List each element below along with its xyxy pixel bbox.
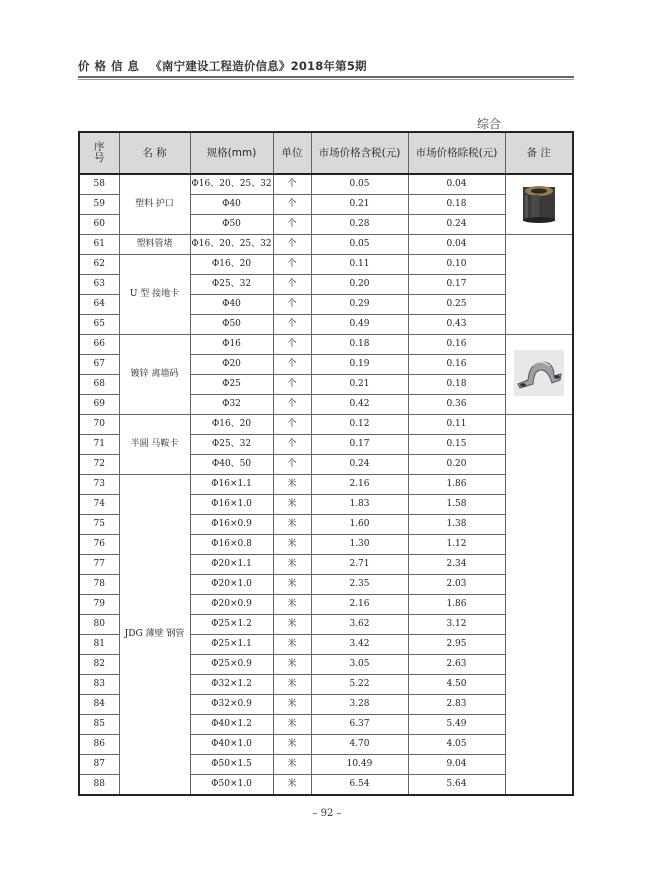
table-row (79, 255, 573, 275)
cell-spec: Φ40 (190, 195, 273, 215)
cell-seq: 86 (79, 735, 119, 755)
cell-price-incl-tax: 0.17 (311, 435, 408, 455)
cell-item-name: 塑料管堵 (119, 235, 190, 255)
cell-price-incl-tax: 0.12 (311, 415, 408, 435)
cell-price-excl-tax: 0.10 (408, 255, 505, 275)
cell-unit: 米 (273, 555, 311, 575)
cell-price-incl-tax: 3.42 (311, 635, 408, 655)
cell-price-excl-tax: 4.50 (408, 675, 505, 695)
col-header-remarks: 备 注 (505, 132, 573, 174)
cell-price-incl-tax: 0.05 (311, 174, 408, 195)
running-header (78, 58, 367, 74)
cell-seq: 80 (79, 615, 119, 635)
header-rule-thin (78, 79, 574, 80)
cell-price-excl-tax: 4.05 (408, 735, 505, 755)
col-header-seq-label: 序 号 (94, 141, 105, 164)
cell-price-excl-tax: 0.18 (408, 375, 505, 395)
cell-price-excl-tax: 1.58 (408, 495, 505, 515)
cell-price-incl-tax: 10.49 (311, 755, 408, 775)
cell-price-excl-tax: 9.04 (408, 755, 505, 775)
cell-item-name: 塑料 护口 (119, 174, 190, 235)
cell-seq: 88 (79, 775, 119, 796)
cell-item-name: 镀锌 离墙码 (119, 335, 190, 415)
cell-price-incl-tax: 0.18 (311, 335, 408, 355)
cell-spec: Φ16、20、25、32 (190, 174, 273, 195)
cell-spec: Φ25×1.1 (190, 635, 273, 655)
cell-unit: 个 (273, 255, 311, 275)
cell-seq: 79 (79, 595, 119, 615)
cell-spec: Φ20×1.1 (190, 555, 273, 575)
cell-price-excl-tax: 2.34 (408, 555, 505, 575)
cell-unit: 米 (273, 715, 311, 735)
cell-seq: 60 (79, 215, 119, 235)
cell-price-excl-tax: 0.20 (408, 455, 505, 475)
cell-price-incl-tax: 3.28 (311, 695, 408, 715)
table-row (79, 475, 573, 495)
cell-unit: 米 (273, 595, 311, 615)
cell-spec: Φ32×1.2 (190, 675, 273, 695)
cell-spec: Φ40 (190, 295, 273, 315)
cell-seq: 76 (79, 535, 119, 555)
cell-price-incl-tax: 3.05 (311, 655, 408, 675)
table-row (79, 174, 573, 195)
section-label: 综合 (477, 117, 502, 131)
galvanized-saddle-clamp-image (514, 350, 564, 396)
cell-spec: Φ16×0.9 (190, 515, 273, 535)
cell-price-incl-tax: 2.71 (311, 555, 408, 575)
header-label: 价格信息 (78, 59, 144, 73)
plastic-bushing-image (521, 183, 557, 223)
cell-price-incl-tax: 0.21 (311, 195, 408, 215)
cell-price-incl-tax: 2.16 (311, 475, 408, 495)
cell-unit: 米 (273, 535, 311, 555)
header-rule (78, 76, 574, 78)
cell-item-name: U 型 接地卡 (119, 255, 190, 335)
cell-item-name: 半圆 马鞍卡 (119, 415, 190, 475)
col-header-spec: 规格(mm) (190, 132, 273, 174)
cell-price-excl-tax: 0.36 (408, 395, 505, 415)
cell-price-excl-tax: 0.25 (408, 295, 505, 315)
cell-spec: Φ25 (190, 375, 273, 395)
cell-spec: Φ16、20 (190, 255, 273, 275)
cell-seq: 58 (79, 174, 119, 195)
cell-price-excl-tax: 2.03 (408, 575, 505, 595)
cell-unit: 个 (273, 375, 311, 395)
cell-seq: 82 (79, 655, 119, 675)
cell-price-incl-tax: 5.22 (311, 675, 408, 695)
table-header-row (79, 132, 573, 174)
cell-unit: 米 (273, 675, 311, 695)
cell-seq: 75 (79, 515, 119, 535)
cell-spec: Φ50×1.5 (190, 755, 273, 775)
cell-unit: 个 (273, 235, 311, 255)
cell-seq: 64 (79, 295, 119, 315)
cell-unit: 个 (273, 435, 311, 455)
cell-spec: Φ50 (190, 215, 273, 235)
cell-unit: 米 (273, 495, 311, 515)
cell-price-incl-tax: 1.60 (311, 515, 408, 535)
cell-spec: Φ16、20、25、32 (190, 235, 273, 255)
cell-spec: Φ50×1.0 (190, 775, 273, 796)
cell-price-incl-tax: 0.20 (311, 275, 408, 295)
cell-remarks (505, 235, 573, 335)
cell-price-incl-tax: 0.19 (311, 355, 408, 375)
col-header-unit: 单位 (273, 132, 311, 174)
cell-price-incl-tax: 0.21 (311, 375, 408, 395)
col-header-name: 名 称 (119, 132, 190, 174)
cell-spec: Φ25×0.9 (190, 655, 273, 675)
cell-price-excl-tax: 1.86 (408, 595, 505, 615)
page-number: – 92 – (312, 808, 342, 819)
cell-price-excl-tax: 2.83 (408, 695, 505, 715)
cell-seq: 68 (79, 375, 119, 395)
table-body (79, 174, 573, 795)
cell-unit: 个 (273, 275, 311, 295)
cell-seq: 78 (79, 575, 119, 595)
cell-unit: 个 (273, 174, 311, 195)
price-table (78, 131, 574, 796)
cell-price-incl-tax: 0.29 (311, 295, 408, 315)
cell-spec: Φ25、32 (190, 435, 273, 455)
cell-seq: 70 (79, 415, 119, 435)
cell-price-incl-tax: 0.42 (311, 395, 408, 415)
cell-price-incl-tax: 3.62 (311, 615, 408, 635)
cell-seq: 74 (79, 495, 119, 515)
cell-unit: 米 (273, 515, 311, 535)
cell-price-excl-tax: 0.11 (408, 415, 505, 435)
cell-remarks (505, 174, 573, 235)
cell-spec: Φ16×1.0 (190, 495, 273, 515)
cell-seq: 62 (79, 255, 119, 275)
cell-price-excl-tax: 0.04 (408, 174, 505, 195)
cell-spec: Φ25×1.2 (190, 615, 273, 635)
cell-spec: Φ40×1.2 (190, 715, 273, 735)
cell-price-incl-tax: 2.35 (311, 575, 408, 595)
cell-seq: 69 (79, 395, 119, 415)
cell-spec: Φ16 (190, 335, 273, 355)
cell-seq: 81 (79, 635, 119, 655)
cell-unit: 米 (273, 775, 311, 796)
cell-seq: 87 (79, 755, 119, 775)
col-header-price-incl-tax: 市场价格含税(元) (311, 132, 408, 174)
cell-unit: 个 (273, 335, 311, 355)
cell-seq: 77 (79, 555, 119, 575)
cell-price-excl-tax: 0.17 (408, 275, 505, 295)
col-header-seq (79, 132, 119, 174)
cell-unit: 米 (273, 575, 311, 595)
cell-remarks (505, 415, 573, 796)
cell-price-excl-tax: 0.15 (408, 435, 505, 455)
cell-price-incl-tax: 4.70 (311, 735, 408, 755)
cell-seq: 65 (79, 315, 119, 335)
cell-unit: 米 (273, 695, 311, 715)
cell-price-excl-tax: 3.12 (408, 615, 505, 635)
cell-price-excl-tax: 5.49 (408, 715, 505, 735)
cell-price-incl-tax: 0.11 (311, 255, 408, 275)
cell-price-excl-tax: 0.16 (408, 355, 505, 375)
cell-price-excl-tax: 0.18 (408, 195, 505, 215)
cell-price-excl-tax: 1.86 (408, 475, 505, 495)
cell-price-excl-tax: 2.95 (408, 635, 505, 655)
cell-seq: 63 (79, 275, 119, 295)
col-header-price-excl-tax: 市场价格除税(元) (408, 132, 505, 174)
cell-unit: 个 (273, 315, 311, 335)
cell-remarks (505, 335, 573, 415)
cell-price-incl-tax: 0.05 (311, 235, 408, 255)
cell-price-incl-tax: 2.16 (311, 595, 408, 615)
cell-unit: 米 (273, 475, 311, 495)
cell-unit: 米 (273, 755, 311, 775)
cell-seq: 84 (79, 695, 119, 715)
cell-price-excl-tax: 0.43 (408, 315, 505, 335)
cell-unit: 米 (273, 655, 311, 675)
cell-spec: Φ25、32 (190, 275, 273, 295)
cell-price-incl-tax: 1.30 (311, 535, 408, 555)
cell-item-name: JDG 薄壁 钢管 (119, 475, 190, 796)
cell-spec: Φ40×1.0 (190, 735, 273, 755)
cell-unit: 个 (273, 295, 311, 315)
cell-price-excl-tax: 1.38 (408, 515, 505, 535)
cell-seq: 83 (79, 675, 119, 695)
cell-price-excl-tax: 0.16 (408, 335, 505, 355)
cell-seq: 73 (79, 475, 119, 495)
cell-spec: Φ16×0.8 (190, 535, 273, 555)
cell-spec: Φ50 (190, 315, 273, 335)
cell-price-incl-tax: 0.24 (311, 455, 408, 475)
cell-price-incl-tax: 0.28 (311, 215, 408, 235)
cell-spec: Φ20×1.0 (190, 575, 273, 595)
cell-spec: Φ32 (190, 395, 273, 415)
cell-spec: Φ16、20 (190, 415, 273, 435)
table-row (79, 415, 573, 435)
cell-unit: 米 (273, 615, 311, 635)
cell-price-excl-tax: 1.12 (408, 535, 505, 555)
cell-spec: Φ20×0.9 (190, 595, 273, 615)
cell-price-excl-tax: 0.24 (408, 215, 505, 235)
cell-spec: Φ20 (190, 355, 273, 375)
cell-price-excl-tax: 2.63 (408, 655, 505, 675)
cell-price-incl-tax: 0.49 (311, 315, 408, 335)
cell-seq: 59 (79, 195, 119, 215)
cell-unit: 个 (273, 195, 311, 215)
cell-spec: Φ16×1.1 (190, 475, 273, 495)
header-title: 《南宁建设工程造价信息》2018年第5期 (150, 59, 367, 73)
cell-seq: 85 (79, 715, 119, 735)
table-row (79, 235, 573, 255)
cell-unit: 个 (273, 355, 311, 375)
cell-unit: 个 (273, 395, 311, 415)
cell-spec: Φ40、50 (190, 455, 273, 475)
cell-seq: 72 (79, 455, 119, 475)
cell-spec: Φ32×0.9 (190, 695, 273, 715)
cell-unit: 个 (273, 415, 311, 435)
cell-unit: 个 (273, 215, 311, 235)
cell-unit: 米 (273, 635, 311, 655)
cell-seq: 71 (79, 435, 119, 455)
cell-price-incl-tax: 6.37 (311, 715, 408, 735)
cell-price-excl-tax: 5.64 (408, 775, 505, 796)
cell-seq: 67 (79, 355, 119, 375)
cell-price-incl-tax: 1.83 (311, 495, 408, 515)
table-row (79, 335, 573, 355)
cell-price-excl-tax: 0.04 (408, 235, 505, 255)
cell-price-incl-tax: 6.54 (311, 775, 408, 796)
cell-unit: 米 (273, 735, 311, 755)
cell-seq: 61 (79, 235, 119, 255)
cell-seq: 66 (79, 335, 119, 355)
cell-unit: 个 (273, 455, 311, 475)
